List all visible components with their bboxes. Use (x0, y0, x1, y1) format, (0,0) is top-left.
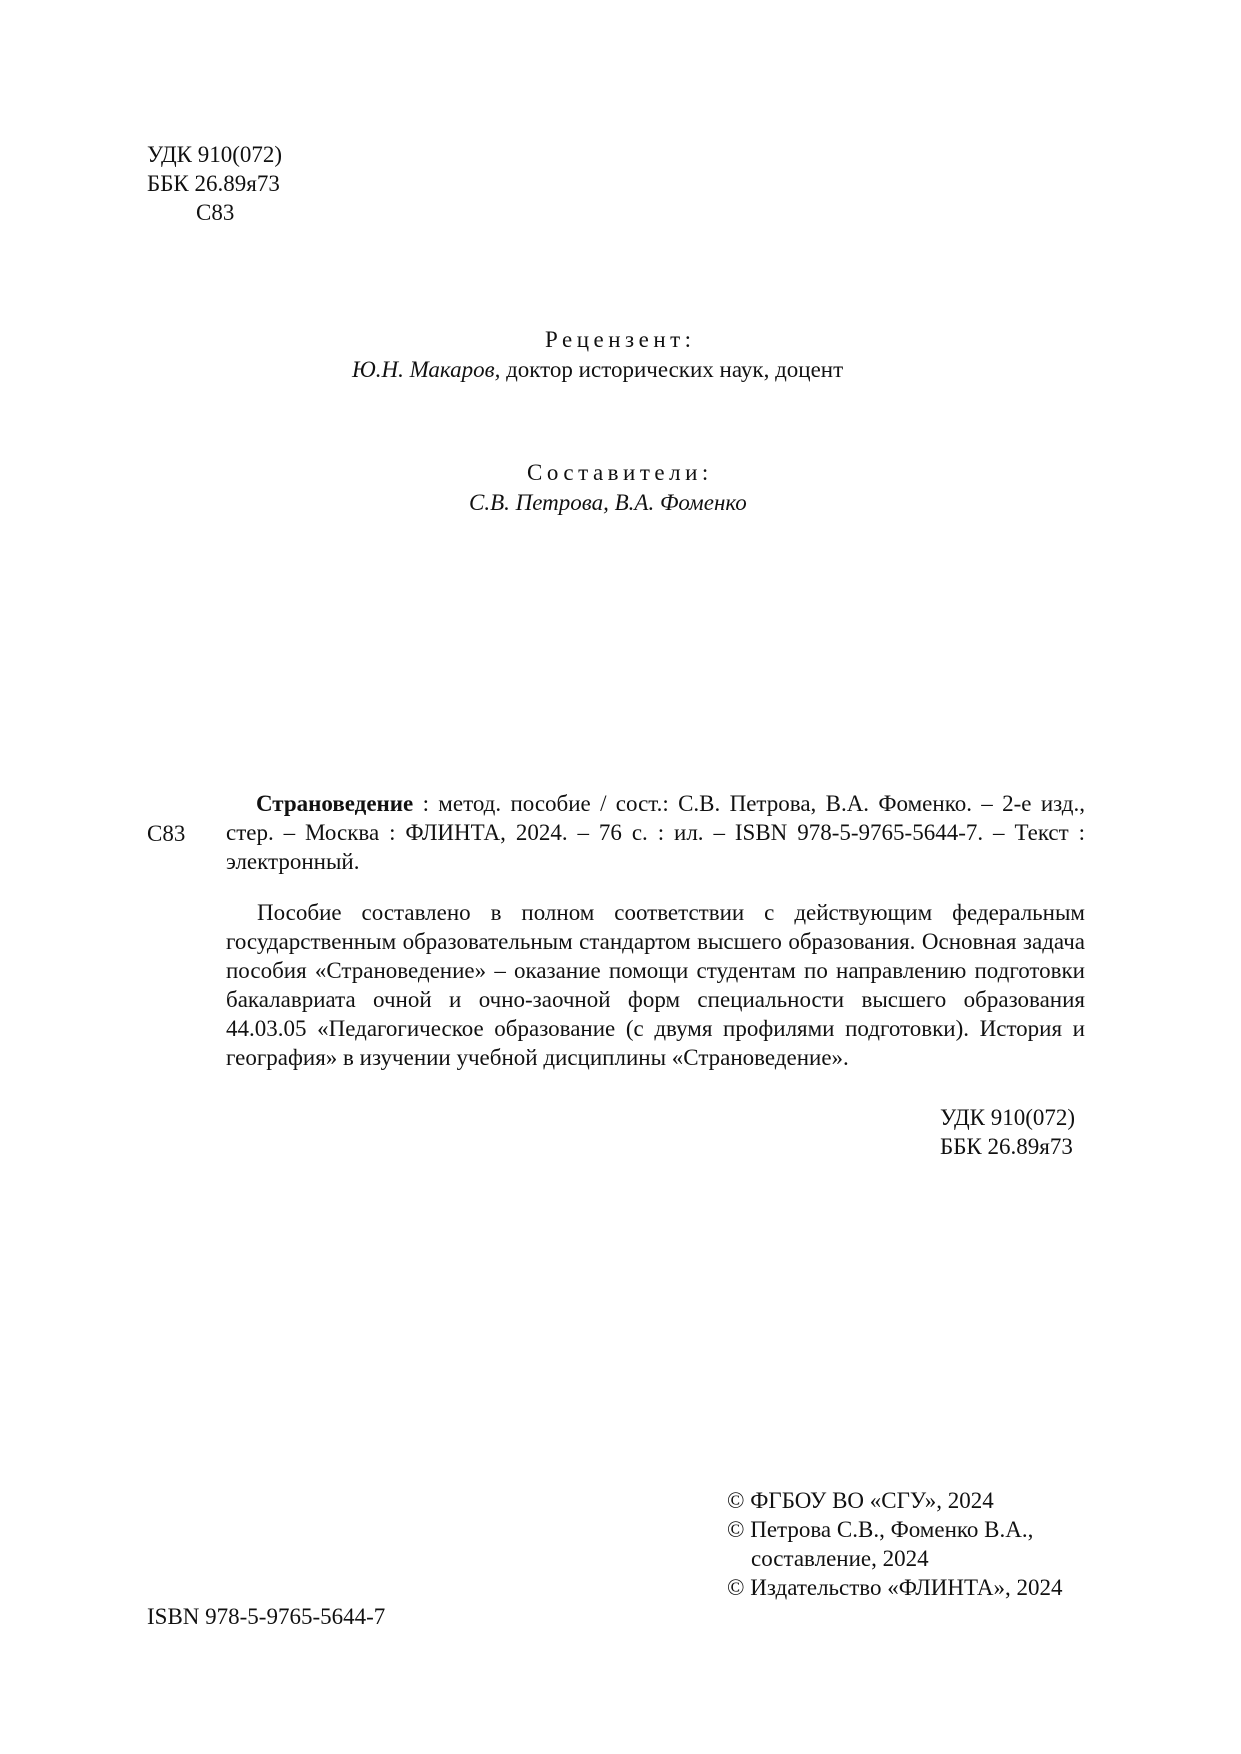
reviewer-line (352, 355, 843, 384)
udk-code: УДК 910(072) (147, 142, 283, 167)
bbk-code: ББК 26.89я73 (147, 171, 280, 196)
classification-block (147, 140, 282, 227)
bibliographic-record (226, 789, 1085, 876)
copyright-publisher: © Издательство «ФЛИНТА», 2024 (727, 1575, 1063, 1600)
compilers-heading: Составители: (527, 460, 713, 485)
right-bbk-code: ББК 26.89я73 (940, 1134, 1073, 1159)
right-codes-block (940, 1103, 1075, 1161)
copyright-university: © ФГБОУ ВО «СГУ», 2024 (727, 1488, 994, 1513)
copyright-authors-cont: составление, 2024 (751, 1546, 929, 1571)
copyright-authors: © Петрова С.В., Фоменко В.А., (727, 1517, 1034, 1542)
reviewer-credentials: доктор исторических наук, доцент (506, 357, 844, 382)
bib-title: Страноведение (256, 791, 414, 816)
annotation (226, 898, 1085, 1072)
bib-author-sign: С83 (147, 821, 186, 846)
reviewer-heading: Рецензент: (545, 327, 696, 352)
right-udk-code: УДК 910(072) (940, 1105, 1076, 1130)
annotation-text: Пособие составлено в полном соответствии с действующим федеральным государственным образовательным стандартом высшего образования. Основная задача пособия «Страноведение» – оказание помощи студентам по направлению подготовки бакалавриата очной и очно-заочной форм специальности высшего образования 44.03.05 «Педагогическое образование (с двумя профилями подготовки). История и география» в изучении учебной дисциплины «Страноведение». (226, 900, 1085, 1070)
copyrights-block (727, 1486, 1063, 1602)
compilers-names: С.В. Петрова, В.А. Фоменко (469, 490, 747, 515)
isbn: ISBN 978-5-9765-5644-7 (147, 1604, 386, 1629)
bib-description: : метод. пособие / сост.: С.В. Петрова, В.А. Фоменко. – 2-е изд., стер. – Москва : ФЛИНТА, 2024. – 76 с. : ил. – ISBN 978-5-9765-5644-7. – Текст : электронный. (226, 791, 1085, 874)
author-sign: С83 (196, 200, 235, 225)
reviewer-name: Ю.Н. Макаров, (352, 357, 501, 382)
